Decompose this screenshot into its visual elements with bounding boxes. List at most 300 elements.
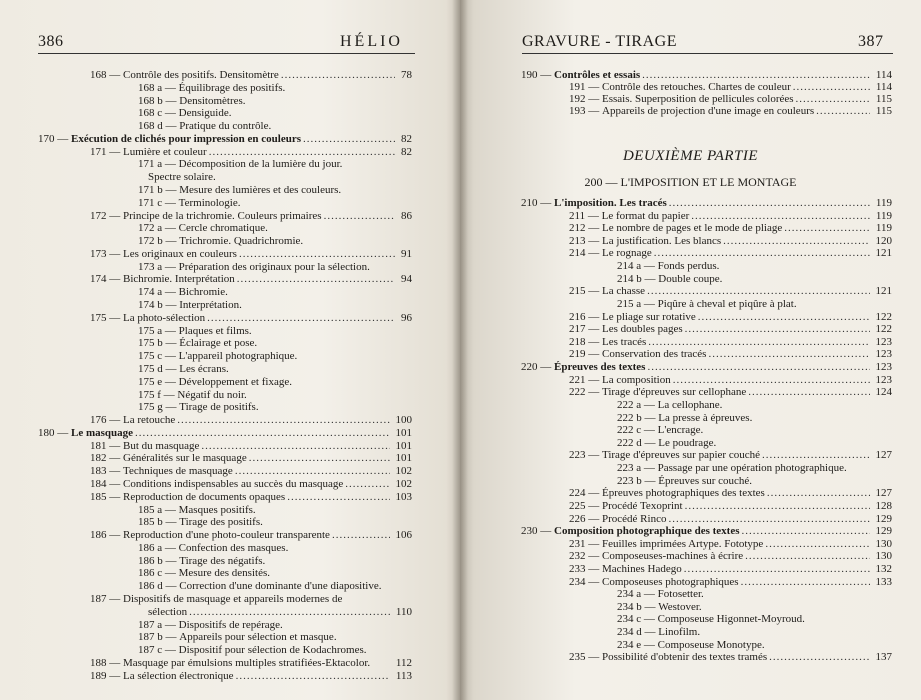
toc-entry [138, 262, 412, 273]
toc-entry-title: Cercle chromatique. [178, 222, 268, 235]
toc-entry [138, 108, 412, 119]
toc-entry [617, 476, 892, 487]
toc-entry-number: 212 — [569, 222, 602, 235]
toc-entry [569, 375, 892, 386]
toc-entry-title: Mesure des densités. [178, 567, 270, 580]
toc-entry-number: 231 — [569, 537, 602, 550]
toc-leader-dots [765, 539, 869, 550]
toc-entry [90, 70, 412, 81]
toc-entry-number: 214 b — [617, 272, 659, 285]
toc-entry-title: Décomposition de la lumière du jour. [178, 158, 343, 171]
toc-entry [138, 83, 412, 94]
toc-entry-number: 182 — [90, 452, 123, 465]
toc-entry-title: Exécution de clichés pour impression en couleurs [71, 132, 301, 145]
toc-entry-title: L'appareil photographique. [178, 350, 298, 363]
toc-entry-title: Les doubles pages [602, 323, 683, 336]
toc-entry-number: 168 — [90, 69, 123, 81]
toc-entry-title: Tirage des positifs. [179, 516, 263, 529]
toc-page-number: 130 [875, 550, 892, 563]
toc-entry [90, 466, 412, 477]
toc-entry [90, 671, 412, 682]
toc-leader-dots [767, 488, 870, 499]
toc-entry [38, 428, 412, 439]
toc-entry-title: L'encrage. [657, 424, 704, 437]
toc-entry-number: 190 — [521, 69, 554, 81]
toc-leader-dots [235, 466, 390, 477]
toc-entry-number: 214 a — [617, 260, 658, 273]
toc-entry-title: Le nombre de pages et le mode de pliage [602, 222, 783, 235]
toc-entry-number: 185 a — [138, 503, 179, 516]
toc-leader-dots [648, 337, 869, 348]
toc-leader-dots [303, 134, 395, 145]
toc-page-number: 127 [875, 449, 892, 462]
toc-page-number: 132 [875, 562, 892, 575]
toc-entry-number: 218 — [569, 335, 602, 348]
toc-page-number: 121 [875, 285, 892, 298]
toc-entry-title: sélection [148, 605, 188, 618]
toc-entry [617, 413, 892, 424]
toc-leader-dots [201, 441, 389, 452]
toc-entry-number: 185 b — [138, 516, 180, 529]
toc-entry-title: Développement et fixage. [178, 375, 292, 388]
toc-entry [569, 223, 892, 234]
toc-leader-dots [669, 198, 870, 209]
toc-entry [138, 300, 412, 311]
toc-entry [569, 337, 892, 348]
toc-entry-title: Terminologie. [178, 196, 241, 209]
toc-entry-title: Machines Hadego [602, 562, 682, 575]
toc-entry-number: 235 — [569, 651, 602, 664]
toc-entry [617, 261, 892, 272]
toc-entry-number: 187 a — [138, 618, 179, 631]
toc-entry-number: 230 — [521, 525, 554, 538]
toc-leader-dots [332, 530, 390, 541]
toc-entry-title: Reproduction d'une photo-couleur transparente [123, 529, 330, 542]
toc-page-number: 123 [875, 348, 892, 361]
toc-entry-title: Fonds perdus. [657, 260, 720, 273]
toc-entry [521, 526, 892, 537]
toc-entry [148, 607, 412, 618]
toc-entry-number: 234 e — [617, 638, 658, 651]
toc-entry-title: Les écrans. [179, 362, 229, 375]
toc-entry-number: 175 — [90, 311, 123, 324]
toc-entry [138, 121, 412, 132]
toc-leader-dots [685, 501, 870, 512]
toc-entry-title: Épreuves sur couché. [658, 474, 753, 487]
toc-entry [138, 505, 412, 516]
toc-leader-dots [784, 223, 870, 234]
toc-page-number: 94 [401, 273, 412, 286]
toc-entry [569, 564, 892, 575]
toc-leader-dots [741, 577, 870, 588]
toc-entry [617, 438, 892, 449]
toc-entry-number: 224 — [569, 487, 602, 500]
toc-page-number: 113 [395, 669, 412, 682]
toc-page-number: 124 [875, 386, 892, 399]
toc-entry-title: Tirage d'épreuves sur cellophane [602, 386, 747, 399]
toc-entry-title: Fotosetter. [657, 588, 704, 601]
toc-page-number: 101 [395, 426, 412, 439]
toc-leader-dots [177, 415, 389, 426]
toc-entry [138, 632, 412, 643]
toc-entry [138, 338, 412, 349]
toc-entry-number: 175 e — [138, 375, 179, 388]
toc-leader-dots [642, 70, 870, 81]
part-title: DEUXIÈME PARTIE [622, 148, 759, 164]
toc-entry-title: L'imposition. Les tracés [554, 197, 667, 209]
toc-leader-dots [324, 211, 395, 222]
toc-leader-dots [793, 82, 870, 93]
toc-leader-dots [816, 106, 870, 117]
toc-page-number: 112 [395, 656, 412, 669]
toc-entry [617, 614, 892, 625]
toc-entry-title: Procédé Texoprint [602, 499, 683, 512]
toc-entry-title: Dispositifs de repérage. [178, 618, 283, 631]
toc-entry-title: Le poudrage. [658, 436, 717, 449]
toc-entry-number: 191 — [569, 81, 602, 93]
right-header-rule [522, 53, 893, 54]
left-running-title: HÉLIO [340, 33, 403, 50]
book-gutter [452, 0, 468, 700]
toc-page-number: 128 [875, 499, 892, 512]
toc-entry [90, 147, 412, 158]
toc-entry-number: 168 a — [138, 81, 179, 94]
toc-leader-dots [748, 387, 869, 398]
toc-entry [138, 390, 412, 401]
toc-entry [617, 274, 892, 285]
toc-entry-number: 234 c — [617, 613, 658, 626]
toc-entry-title: Composition photographique des textes [554, 525, 740, 538]
toc-leader-dots [209, 147, 395, 158]
toc-page-number: 123 [875, 373, 892, 386]
toc-entry [569, 236, 892, 247]
toc-leader-dots [684, 564, 870, 575]
toc-entry-number: 174 — [90, 273, 123, 286]
toc-entry [569, 514, 892, 525]
toc-entry-title: Composeuse Monotype. [657, 638, 765, 651]
toc-entry-title: Lumière et couleur [123, 145, 207, 158]
toc-entry [138, 198, 412, 209]
left-page-number: 386 [38, 33, 64, 50]
toc-leader-dots [796, 94, 870, 105]
toc-entry-title: Westover. [658, 600, 702, 613]
toc-entry-title: Piqûre à cheval et piqûre à plat. [657, 297, 797, 310]
toc-entry [569, 248, 892, 259]
toc-entry-number: 183 — [90, 465, 123, 478]
toc-entry [569, 450, 892, 461]
toc-leader-dots [769, 652, 869, 663]
toc-entry [90, 594, 412, 605]
toc-entry [90, 453, 412, 464]
toc-leader-dots [673, 375, 870, 386]
toc-leader-dots [654, 248, 870, 259]
toc-entry [138, 581, 412, 592]
toc-page-number: 106 [395, 529, 412, 542]
toc-entry-title: Reproduction de documents opaques [123, 490, 286, 503]
toc-entry [617, 602, 892, 613]
toc-entry-title: La retouche [123, 414, 176, 427]
toc-entry-number: 186 a — [138, 541, 179, 554]
right-page-number: 387 [858, 33, 884, 50]
toc-entry-number: 221 — [569, 373, 602, 386]
toc-entry-number: 213 — [569, 234, 602, 247]
toc-page-number: 102 [395, 465, 412, 478]
toc-entry-number: 223 a — [617, 462, 658, 475]
toc-page-number: 78 [401, 69, 412, 81]
toc-entry-title: Conditions indispensables au succès du masquage [123, 477, 344, 490]
toc-leader-dots [698, 312, 870, 323]
toc-entry-title: La photo-sélection [123, 311, 206, 324]
toc-entry-title: Essais. Superposition de pellicules colorées [602, 93, 794, 105]
toc-entry [521, 198, 892, 209]
toc-page-number: 82 [401, 145, 412, 158]
toc-leader-dots [287, 492, 389, 503]
toc-entry-number: 217 — [569, 323, 602, 336]
toc-entry-number: 211 — [569, 209, 602, 222]
right-running-title: GRAVURE - TIRAGE [522, 33, 677, 50]
toc-entry [138, 377, 412, 388]
toc-entry-title: Conservation des tracés [602, 348, 707, 361]
toc-page-number: 129 [875, 525, 892, 538]
toc-entry-title: Composeuses-machines à écrire [602, 550, 744, 563]
toc-entry [569, 106, 892, 117]
toc-entry-title: Appareils pour sélection et masque. [179, 631, 337, 644]
toc-entry-number: 171 b — [138, 184, 180, 197]
toc-page-number: 119 [875, 209, 892, 222]
toc-entry [569, 488, 892, 499]
toc-entry [138, 326, 412, 337]
toc-leader-dots [189, 607, 390, 618]
left-header-rule [38, 53, 415, 54]
toc-entry [138, 364, 412, 375]
toc-entry-number: 171 c — [138, 196, 179, 209]
toc-page-number: 137 [875, 651, 892, 664]
toc-entry [138, 556, 412, 567]
toc-entry [138, 287, 412, 298]
toc-entry-title: Tirage d'épreuves sur papier couché [602, 449, 760, 462]
toc-entry [90, 313, 412, 324]
toc-leader-dots [762, 450, 870, 461]
toc-entry-number: 186 b — [138, 554, 180, 567]
toc-entry-number: 175 g — [138, 401, 180, 414]
toc-leader-dots [668, 514, 869, 525]
toc-entry-number: 172 b — [138, 235, 180, 248]
toc-entry-title: La presse à épreuves. [658, 411, 753, 424]
toc-entry [617, 299, 892, 310]
toc-entry-number: 222 c — [617, 424, 658, 437]
toc-entry-title: Tirage de positifs. [179, 401, 259, 414]
toc-entry-title: La sélection électronique [123, 669, 234, 682]
toc-entry-number: 222 d — [617, 436, 659, 449]
toc-entry [90, 211, 412, 222]
toc-page-number: 129 [875, 512, 892, 525]
toc-page-number: 123 [875, 361, 892, 374]
toc-leader-dots [207, 313, 395, 324]
toc-entry-title: Négatif du noir. [177, 388, 247, 401]
toc-entry-title: Généralités sur le masquage [123, 452, 247, 465]
toc-entry-number: 234 b — [617, 600, 659, 613]
toc-entry-title: La chasse [602, 285, 646, 298]
toc-entry [138, 645, 412, 656]
toc-entry-number: 172 — [90, 209, 123, 222]
toc-entry-title: Confection des masques. [178, 541, 289, 554]
toc-entry-title: Double coupe. [658, 272, 723, 285]
toc-entry-number: 185 — [90, 490, 123, 503]
toc-leader-dots [135, 428, 389, 439]
toc-entry-number: 226 — [569, 512, 602, 525]
toc-entry [90, 492, 412, 503]
toc-entry-number: 176 — [90, 414, 123, 427]
toc-entry-number: 174 b — [138, 299, 180, 312]
toc-entry [617, 425, 892, 436]
toc-entry [138, 568, 412, 579]
toc-entry-title: La composition [602, 373, 671, 386]
toc-entry [569, 539, 892, 550]
toc-leader-dots [745, 551, 869, 562]
toc-entry [569, 551, 892, 562]
toc-entry-number: 186 d — [138, 580, 180, 593]
section-title: 200 — L'IMPOSITION ET LE MONTAGE [584, 175, 797, 189]
toc-entry-title: Linofilm. [658, 626, 701, 639]
toc-entry-number: 234 a — [617, 588, 658, 601]
toc-page-number: 119 [875, 197, 892, 209]
toc-entry-number: 175 f — [138, 388, 178, 401]
toc-entry [569, 387, 892, 398]
toc-entry-number: 223 — [569, 449, 602, 462]
toc-entry-number: 170 — [38, 132, 71, 145]
toc-leader-dots [249, 453, 390, 464]
toc-entry-number: 172 a — [138, 222, 179, 235]
toc-page-number: 101 [395, 452, 412, 465]
toc-entry [90, 441, 412, 452]
toc-page-number: 86 [401, 209, 412, 222]
toc-entry [138, 402, 412, 413]
toc-entry-number: 171 a — [138, 158, 179, 171]
toc-entry [617, 589, 892, 600]
toc-entry-title: Mesure des lumières et des couleurs. [179, 184, 342, 197]
toc-entry-title: Contrôle des retouches. Chartes de couleur [602, 81, 791, 93]
toc-entry [617, 400, 892, 411]
toc-entry [138, 236, 412, 247]
toc-entry [569, 577, 892, 588]
toc-entry-number: 187 c — [138, 644, 179, 657]
toc-entry [569, 312, 892, 323]
toc-entry-number: 175 a — [138, 324, 179, 337]
toc-entry-number: 214 — [569, 247, 602, 260]
toc-entry-number: 220 — [521, 361, 554, 374]
toc-page-number: 96 [401, 311, 412, 324]
toc-entry-number: 233 — [569, 562, 602, 575]
toc-entry-number: 192 — [569, 93, 602, 105]
toc-entry-title: But du masquage [123, 439, 200, 452]
toc-page-number: 114 [875, 69, 892, 81]
toc-entry-number: 188 — [90, 656, 123, 669]
toc-page-number: 102 [395, 477, 412, 490]
toc-entry-title: Épreuves des textes [554, 361, 646, 374]
toc-entry-number: 223 b — [617, 474, 659, 487]
toc-entry [569, 324, 892, 335]
toc-entry-title: Masquage par émulsions multiples stratifiées-Ektacolor. [123, 656, 371, 669]
toc-entry [138, 543, 412, 554]
toc-entry-number: 234 — [569, 575, 602, 588]
toc-page-number: 100 [395, 414, 412, 427]
toc-page-number: 127 [875, 487, 892, 500]
toc-entry-number: 181 — [90, 439, 123, 452]
toc-entry-title: Bichromie. Interprétation [123, 273, 235, 286]
toc-entry [569, 286, 892, 297]
toc-page-number: 82 [401, 132, 412, 145]
toc-entry-title: Densiguide. [178, 107, 232, 120]
toc-entry-number: 216 — [569, 310, 602, 323]
toc-entry-title: Possibilité d'obtenir des textes tramés [602, 651, 768, 664]
toc-page-number: 119 [875, 222, 892, 235]
toc-entry-title: Masques positifs. [178, 503, 256, 516]
toc-entry-title: Composeuses photographiques [602, 575, 739, 588]
toc-entry [138, 159, 412, 170]
toc-entry-title: Les tracés [602, 335, 647, 348]
toc-entry [569, 94, 892, 105]
toc-page-number: 115 [875, 93, 892, 105]
toc-entry [569, 501, 892, 512]
toc-entry [569, 211, 892, 222]
toc-entry-title: La justification. Les blancs [602, 234, 722, 247]
toc-entry [617, 640, 892, 651]
toc-entry [617, 463, 892, 474]
toc-entry-title: Le pliage sur rotative [602, 310, 696, 323]
toc-entry-number: 173 — [90, 247, 123, 260]
toc-entry-number: 173 a — [138, 260, 179, 273]
toc-entry-title: Le masquage [71, 426, 134, 439]
toc-entry [148, 172, 412, 183]
toc-entry-number: 215 — [569, 285, 602, 298]
toc-entry-title: Préparation des originaux pour la sélection. [178, 260, 370, 273]
toc-entry-title: Éclairage et pose. [179, 337, 258, 350]
toc-entry-number: 175 d — [138, 362, 180, 375]
toc-page-number: 123 [875, 335, 892, 348]
toc-entry [90, 415, 412, 426]
toc-entry-number: 168 d — [138, 120, 180, 133]
toc-entry-title: Plaques et films. [178, 324, 252, 337]
toc-entry-title: Trichromie. Quadrichromie. [179, 235, 304, 248]
toc-entry-title: Le format du papier [601, 209, 690, 222]
toc-leader-dots [345, 479, 389, 490]
toc-entry [521, 70, 892, 81]
toc-entry-title: Les originaux en couleurs [123, 247, 237, 260]
toc-entry [617, 627, 892, 638]
toc-entry-title: Contrôles et essais [554, 69, 641, 81]
toc-entry-number: 225 — [569, 499, 602, 512]
toc-entry-title: Appareils de projection d'une image en couleurs [602, 105, 815, 117]
toc-entry [138, 351, 412, 362]
toc-entry-title: Dispositif pour sélection de Kodachromes. [178, 644, 367, 657]
toc-entry-number: 219 — [569, 348, 602, 361]
toc-entry [90, 479, 412, 490]
toc-entry-title: Feuilles imprimées Artype. Fototype [602, 537, 764, 550]
toc-page-number: 122 [875, 310, 892, 323]
toc-entry-number: 222 — [569, 386, 602, 399]
toc-entry-number: 232 — [569, 550, 602, 563]
toc-page-number: 115 [875, 105, 892, 117]
toc-entry-number: 222 a — [617, 398, 658, 411]
toc-entry-title: Procédé Rinco [602, 512, 667, 525]
toc-entry-title: Spectre solaire. [148, 171, 216, 184]
toc-entry-number: 175 c — [138, 350, 179, 363]
toc-entry-number: 180 — [38, 426, 71, 439]
toc-leader-dots [281, 70, 395, 81]
toc-entry-number: 222 b — [617, 411, 659, 424]
toc-page-number: 130 [875, 537, 892, 550]
toc-entry-number: 210 — [521, 197, 554, 209]
